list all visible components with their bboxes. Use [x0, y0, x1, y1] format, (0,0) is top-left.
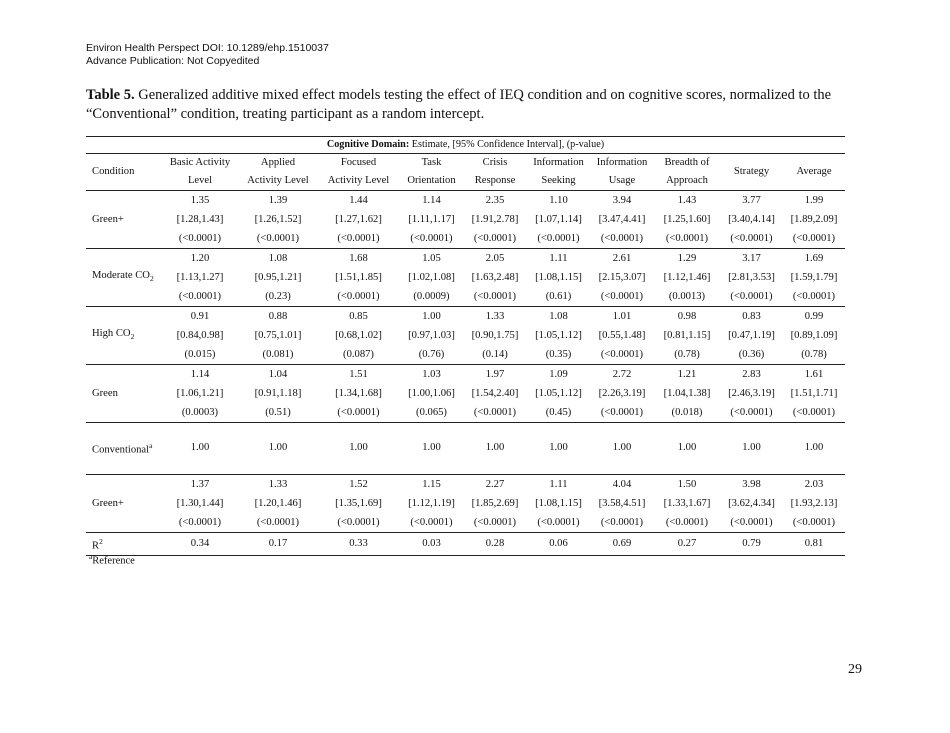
p-value-row [86, 403, 845, 423]
p-value-cell: (<0.0001) [537, 233, 580, 244]
p-value-cell: (<0.0001) [600, 516, 644, 528]
reference-cell: 1.00 [463, 423, 527, 475]
ci-cell: [1.63,2.48] [471, 272, 519, 283]
ci-cell: [0.95,1.21] [254, 272, 302, 283]
p-value-cell: (<0.0001) [730, 291, 773, 302]
p-value-cell: (<0.0001) [537, 516, 580, 528]
estimate-cell: 2.27 [463, 474, 527, 494]
estimate-cell: 3.77 [742, 195, 761, 206]
ci-cell: [1.26,1.52] [254, 214, 302, 225]
estimate-cell: 1.39 [268, 195, 288, 206]
estimate-cell: 1.43 [677, 195, 697, 206]
ci-cell: [0.55,1.48] [598, 330, 646, 341]
estimate-row [86, 474, 845, 494]
p-value-cell: (<0.0001) [600, 349, 644, 360]
estimate-cell: 1.35 [190, 195, 210, 206]
estimate-cell: 1.52 [317, 474, 400, 494]
condition-header: Condition [86, 154, 161, 191]
reference-cell: 1.00 [720, 423, 783, 475]
p-value-cell: (<0.0001) [792, 516, 836, 528]
p-value-row [86, 513, 845, 533]
ci-cell: [1.04,1.38] [663, 388, 711, 399]
reference-cell: 1.00 [239, 423, 317, 475]
publication-status-line: Advance Publication: Not Copyedited [86, 55, 260, 67]
p-value-cell: (0.087) [343, 349, 374, 360]
ci-cell: [1.02,1.08] [408, 272, 455, 283]
estimate-cell: 0.85 [317, 307, 400, 327]
p-value-cell: (0.018) [671, 407, 703, 418]
p-value-cell: (<0.0001) [792, 291, 836, 302]
ci-cell: [1.11,1.17] [408, 214, 455, 225]
p-value-cell: (<0.0001) [337, 407, 380, 418]
condition-label [86, 423, 161, 475]
p-value-cell: (<0.0001) [178, 233, 222, 244]
ci-cell: [1.20,1.46] [254, 497, 302, 509]
ci-cell: [1.08,1.15] [535, 272, 582, 283]
p-value-cell: (<0.0001) [473, 516, 517, 528]
column-header-row-1 [86, 154, 845, 173]
table-label: Table 5. [86, 87, 135, 103]
r-squared-cell: 0.81 [783, 532, 845, 556]
p-value-cell: (0.36) [738, 349, 765, 360]
estimate-cell: 2.05 [463, 249, 527, 269]
p-value-cell: (0.015) [184, 349, 216, 360]
domain-header [86, 137, 845, 154]
estimate-cell: 1.08 [239, 249, 317, 269]
ci-cell: [3.58,4.51] [598, 497, 646, 509]
estimate-cell: 1.15 [400, 474, 463, 494]
p-value-cell: (0.35) [545, 349, 572, 360]
ci-cell: [1.05,1.12] [535, 330, 582, 341]
estimate-cell: 3.94 [612, 195, 632, 206]
column-header-line2: Response [463, 172, 527, 191]
p-value-cell: (<0.0001) [665, 516, 709, 528]
superscript: a [149, 441, 153, 450]
ci-cell: [1.30,1.44] [176, 497, 224, 509]
estimate-cell: 1.69 [783, 249, 845, 269]
table-caption [86, 86, 836, 124]
superscript: 2 [99, 536, 103, 546]
p-value-cell: (<0.0001) [473, 291, 517, 302]
ci-cell: [1.35,1.69] [335, 497, 382, 509]
estimate-cell: 1.50 [654, 474, 720, 494]
r-squared-row [86, 532, 845, 556]
ci-cell: [0.47,1.19] [728, 330, 775, 341]
reference-cell: 1.00 [317, 423, 400, 475]
estimate-cell: 1.04 [239, 365, 317, 385]
p-value-cell: (0.51) [265, 407, 291, 418]
ci-cell: [0.90,1.75] [471, 330, 519, 341]
ci-cell: [1.91,2.78] [471, 214, 519, 225]
p-value-cell: (0.0009) [413, 291, 450, 302]
estimate-cell: 1.44 [349, 195, 368, 206]
p-value-cell: (0.76) [418, 349, 445, 360]
column-header-line2: Activity Level [317, 172, 400, 191]
ci-cell: [0.89,1.09] [790, 330, 838, 341]
reference-cell: 1.00 [400, 423, 463, 475]
estimate-cell: 1.33 [463, 307, 527, 327]
column-header-line1: Basic Activity [169, 157, 231, 168]
ci-row [86, 210, 845, 229]
ci-cell: [0.84,0.98] [176, 330, 224, 341]
estimate-cell: 1.14 [422, 195, 441, 206]
ci-cell: [1.28,1.43] [176, 214, 224, 225]
p-value-cell: (<0.0001) [337, 233, 380, 244]
ci-cell: [0.75,1.01] [254, 330, 302, 341]
results-table [86, 136, 845, 556]
r-squared-cell: 0.17 [239, 532, 317, 556]
estimate-cell: 2.61 [590, 249, 654, 269]
p-value-cell: (0.0003) [181, 407, 219, 418]
domain-label: Cognitive Domain: [326, 139, 410, 150]
column-header-line1: Information [533, 157, 584, 168]
estimate-cell: 1.14 [161, 365, 239, 385]
p-value-cell: (<0.0001) [337, 291, 380, 302]
estimate-cell: 0.88 [239, 307, 317, 327]
ci-cell: [3.40,4.14] [728, 214, 775, 225]
domain-header-row [86, 137, 845, 154]
estimate-cell: 1.09 [527, 365, 590, 385]
r-squared-cell: 0.06 [527, 532, 590, 556]
p-value-cell: (<0.0001) [730, 233, 773, 244]
p-value-cell: (<0.0001) [600, 291, 644, 302]
ci-cell: [1.34,1.68] [335, 388, 382, 399]
ci-cell: [1.12,1.46] [663, 272, 711, 283]
estimate-cell: 1.03 [400, 365, 463, 385]
ci-cell: [0.81,1.15] [663, 330, 711, 341]
page-number: 29 [848, 662, 862, 677]
p-value-cell: (0.081) [262, 349, 294, 360]
estimate-cell: 1.11 [527, 249, 590, 269]
estimate-cell: 1.68 [317, 249, 400, 269]
ci-cell: [1.89,2.09] [790, 214, 838, 225]
column-header-line1: Crisis [482, 157, 508, 168]
r-squared-cell: 0.28 [463, 532, 527, 556]
reference-cell: 1.00 [527, 423, 590, 475]
caption-text: Generalized additive mixed effect models testing the effect of IEQ condition and on cognitive scores, normalized to the “Conventional” condition, treating participant as a random intercept. [86, 87, 832, 122]
condition-label [86, 249, 161, 307]
doi-line: Environ Health Perspect DOI: 10.1289/ehp.1510037 [86, 42, 329, 54]
ci-cell: [1.59,1.79] [790, 272, 838, 283]
ci-cell: [3.47,4.41] [598, 214, 646, 225]
ci-cell: [1.27,1.62] [335, 214, 382, 225]
p-value-cell: (0.065) [416, 407, 447, 418]
ci-cell: [0.68,1.02] [335, 330, 382, 341]
condition-label [86, 474, 161, 532]
running-header [86, 42, 329, 68]
estimate-cell: 2.03 [783, 474, 845, 494]
ci-cell: [1.05,1.12] [535, 388, 582, 399]
ci-cell: [1.13,1.27] [176, 272, 224, 283]
p-value-cell: (<0.0001) [792, 407, 836, 418]
p-value-cell: (<0.0001) [600, 407, 644, 418]
estimate-cell: 1.97 [463, 365, 527, 385]
column-header-line2: Seeking [527, 172, 590, 191]
reference-cell: 1.00 [590, 423, 654, 475]
estimate-cell: 1.29 [654, 249, 720, 269]
p-value-cell: (<0.0001) [256, 516, 300, 528]
p-value-cell: (<0.0001) [178, 291, 222, 302]
ci-cell: [2.46,3.19] [728, 388, 775, 399]
estimate-cell: 1.37 [161, 474, 239, 494]
ci-cell: [1.85,2.69] [471, 497, 519, 509]
condition-name: Green+ [92, 497, 124, 509]
column-header-line2: Activity Level [239, 172, 317, 191]
p-value-cell: (<0.0001) [337, 516, 380, 528]
p-value-row [86, 345, 845, 365]
ci-cell: [1.33,1.67] [663, 497, 711, 509]
r-squared-cell: 0.27 [654, 532, 720, 556]
estimate-cell: 1.21 [654, 365, 720, 385]
p-value-cell: (0.23) [265, 291, 291, 302]
estimate-cell: 1.10 [549, 195, 568, 206]
column-header-line2: Orientation [400, 172, 463, 191]
p-value-cell: (<0.0001) [473, 233, 517, 244]
p-value-cell: (<0.0001) [600, 233, 644, 244]
estimate-cell: 1.11 [527, 474, 590, 494]
r-squared-cell: 0.69 [590, 532, 654, 556]
ci-cell: [2.15,3.07] [598, 272, 646, 283]
column-header-line1: Focused [340, 157, 377, 168]
column-header: Average [783, 154, 845, 191]
ci-cell: [1.12,1.19] [408, 497, 455, 509]
estimate-cell: 1.00 [400, 307, 463, 327]
estimate-cell: 1.99 [804, 195, 824, 206]
ci-cell: [1.08,1.15] [535, 497, 582, 509]
estimate-cell: 2.35 [485, 195, 505, 206]
p-value-cell: (<0.0001) [730, 516, 773, 528]
estimate-cell: 2.72 [590, 365, 654, 385]
estimate-cell: 3.17 [720, 249, 783, 269]
r-squared-cell: 0.34 [161, 532, 239, 556]
p-value-cell: (0.61) [545, 291, 572, 302]
estimate-cell: 3.98 [720, 474, 783, 494]
reference-cell: 1.00 [783, 423, 845, 475]
estimate-cell: 0.91 [161, 307, 239, 327]
p-value-cell: (<0.0001) [410, 516, 453, 528]
column-header-line1: Breadth of [664, 157, 710, 168]
condition-label [86, 191, 161, 249]
ci-cell: [1.00,1.06] [408, 388, 455, 399]
estimate-cell: 0.98 [654, 307, 720, 327]
ci-cell: [1.25,1.60] [663, 214, 711, 225]
footnote-text: Reference [92, 555, 135, 567]
estimate-row [86, 191, 845, 211]
p-value-cell: (<0.0001) [410, 233, 453, 244]
estimate-cell: 1.51 [317, 365, 400, 385]
condition-name: Moderate CO [92, 270, 150, 282]
estimate-cell: 4.04 [590, 474, 654, 494]
estimate-row [86, 307, 845, 327]
estimate-cell: 0.83 [720, 307, 783, 327]
condition-name: Green+ [92, 214, 124, 225]
estimate-cell: 1.08 [527, 307, 590, 327]
column-header-line2: Level [161, 172, 239, 191]
estimate-row [86, 365, 845, 385]
footnote [89, 552, 135, 567]
r-squared-cell: 0.33 [317, 532, 400, 556]
ci-row [86, 326, 845, 345]
p-value-row [86, 287, 845, 307]
subscript: 2 [149, 274, 154, 284]
estimate-cell: 1.01 [590, 307, 654, 327]
ci-cell: [1.54,2.40] [471, 388, 519, 399]
subscript: 2 [130, 332, 135, 342]
p-value-cell: (0.0013) [668, 291, 706, 302]
ci-cell: [2.26,3.19] [598, 388, 646, 399]
p-value-row [86, 229, 845, 249]
r-label: R [92, 540, 100, 552]
ci-row [86, 384, 845, 403]
ci-row [86, 268, 845, 287]
p-value-cell: (0.78) [674, 349, 700, 360]
ci-cell: [1.51,1.85] [335, 272, 382, 283]
ci-cell: [1.06,1.21] [176, 388, 224, 399]
ci-cell: [1.51,1.71] [790, 388, 838, 399]
estimate-cell: 1.20 [161, 249, 239, 269]
p-value-cell: (<0.0001) [473, 407, 517, 418]
condition-name: Green [92, 388, 118, 399]
conventional-row [86, 423, 845, 475]
p-value-cell: (<0.0001) [792, 233, 836, 244]
p-value-cell: (0.14) [482, 349, 508, 360]
estimate-cell: 0.99 [783, 307, 845, 327]
condition-label [86, 307, 161, 365]
ci-cell: [3.62,4.34] [728, 497, 775, 509]
estimate-cell: 1.61 [783, 365, 845, 385]
ci-cell: [1.93,2.13] [790, 497, 838, 509]
estimate-cell: 2.83 [720, 365, 783, 385]
r-squared-cell: 0.03 [400, 532, 463, 556]
column-header: Strategy [720, 154, 783, 191]
p-value-cell: (<0.0001) [256, 233, 300, 244]
domain-description: Estimate, [95% Confidence Interval], (p-value) [409, 139, 605, 150]
p-value-cell: (<0.0001) [665, 233, 709, 244]
condition-label [86, 365, 161, 423]
condition-name: Conventional [92, 444, 150, 456]
ci-cell: [2.81,3.53] [728, 272, 775, 283]
column-header-line1: Task [421, 157, 442, 168]
ci-row [86, 494, 845, 513]
ci-cell: [0.91,1.18] [254, 388, 302, 399]
reference-cell: 1.00 [161, 423, 239, 475]
column-header-line2: Usage [590, 172, 654, 191]
r-squared-cell: 0.79 [720, 532, 783, 556]
estimate-cell: 1.33 [239, 474, 317, 494]
ci-cell: [0.97,1.03] [408, 330, 455, 341]
estimate-cell: 1.05 [400, 249, 463, 269]
p-value-cell: (0.45) [545, 407, 572, 418]
column-header-line2: Approach [654, 172, 720, 191]
column-header-line1: Applied [260, 157, 296, 168]
p-value-cell: (<0.0001) [178, 516, 222, 528]
ci-cell: [1.07,1.14] [535, 214, 582, 225]
column-header-line1: Information [596, 157, 648, 168]
estimate-row [86, 249, 845, 269]
footnote-marker: a [89, 552, 93, 561]
p-value-cell: (0.78) [801, 349, 827, 360]
reference-cell: 1.00 [654, 423, 720, 475]
p-value-cell: (<0.0001) [730, 407, 773, 418]
condition-name: High CO [92, 328, 131, 340]
